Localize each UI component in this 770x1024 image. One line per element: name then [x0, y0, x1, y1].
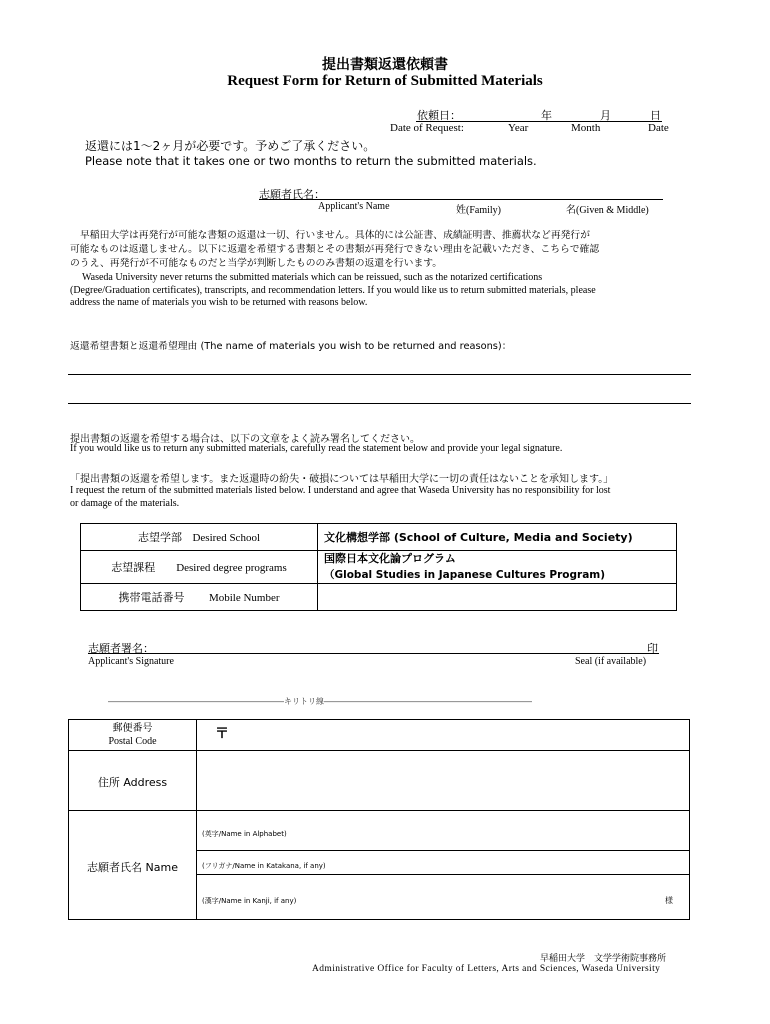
footer-en: Administrative Office for Faculty of Letters, Arts and Sciences, Waseda University [312, 964, 661, 974]
policy-jp-line: 可能なものは返還しません。以下に返還を希望する書類とその書類が再発行できない理由を記載いただき、こちらで確認 [70, 244, 600, 255]
table-row [81, 551, 677, 584]
date-label-jp: 依頼日： [417, 109, 461, 122]
policy-en-line: Waseda University never returns the submitted materials which can be reissued, such as the notarized certifications [82, 272, 543, 283]
policy-en [70, 272, 710, 310]
title-en: Request Form for Return of Submitted Materials [227, 73, 543, 89]
address-label [69, 751, 197, 811]
materials-label: 返還希望書類と返還希望理由 (The name of materials you wish to be returned and reasons)： [70, 341, 512, 352]
desired-program-value[interactable] [318, 551, 677, 584]
postal-code-field[interactable] [197, 720, 690, 751]
given-name-label: 名(Given & Middle) [566, 205, 649, 216]
policy-jp-line: のうえ、再発行が不可能なものだと当学が判断したもののみ書類の返還を行います。 [70, 258, 443, 269]
policy-en-line: address the name of materials you wish to be returned with reasons below. [70, 297, 368, 308]
materials-line-2[interactable] [68, 403, 691, 404]
footer-jp: 早稲田大学 文学学術院事務所 [540, 954, 667, 964]
desired-school-label [81, 524, 318, 551]
name-katakana-field[interactable] [197, 851, 690, 875]
label-jp: 志望学部 [137, 531, 182, 544]
name-label-text: 志願者氏名 Name [87, 860, 178, 874]
label-en: Desired degree programs [176, 562, 287, 574]
instruction-jp: 提出書類の返還を希望する場合は、以下の文章をよく読み署名してください。 [70, 434, 420, 445]
family-name-label: 姓(Family) [456, 205, 501, 216]
info-table [80, 523, 677, 611]
seal-mark-jp: 印 [647, 642, 658, 655]
address-field[interactable] [197, 751, 690, 811]
postal-label-en: Postal Code [108, 736, 157, 747]
address-table [68, 719, 690, 920]
name-alphabet-hint: (英字/Name in Alphabet) [202, 830, 287, 838]
table-row [69, 751, 690, 811]
name-kanji-hint: (漢字/Name in Kanji, if any) [202, 896, 297, 905]
notice-en: Please note that it takes one or two months to return the submitted materials. [85, 154, 537, 168]
signature-line[interactable] [88, 653, 659, 654]
table-row [69, 720, 690, 751]
applicant-name-label-en: Applicant's Name [318, 201, 390, 212]
year-label-en: Year [508, 122, 529, 134]
statement-jp: 「提出書類の返還を希望します。また返還時の紛失・破損については早稲田大学に一切の責任はないことを承知します。」 [70, 474, 614, 485]
address-label-text: 住所 Address [97, 776, 168, 789]
cut-line: ――――――――――――――――――――――キリトリ線―――――――――――――――――――――――――― [108, 697, 532, 706]
table-row [69, 811, 690, 851]
value-line: 文化構想学部 (School of Culture, Media and Society) [324, 531, 633, 544]
statement-en-line: or damage of the materials. [70, 498, 180, 509]
materials-line-1[interactable] [68, 374, 691, 375]
desired-program-label [81, 551, 318, 584]
day-label-en: Date [648, 122, 669, 134]
table-row [81, 584, 677, 611]
signature-label-jp: 志願者署名： [88, 642, 154, 655]
label-en: Mobile Number [208, 592, 280, 604]
label-en: Desired School [192, 532, 260, 544]
label-jp: 志望課程 [111, 561, 156, 574]
statement-en-line: I request the return of the submitted materials listed below. I understand and agree that Waseda University has no responsibility for lost [70, 485, 611, 496]
notice-jp: 返還には1〜2ヶ月が必要です。予めご了承ください。 [85, 139, 376, 153]
label-jp: 携帯電話番号 [118, 591, 185, 604]
statement-en [70, 484, 710, 510]
seal-label-en: Seal (if available) [575, 656, 647, 667]
mobile-number-label [81, 584, 318, 611]
honorific: 様 [665, 895, 673, 905]
table-row [81, 524, 677, 551]
postal-code-label [69, 720, 197, 751]
title-jp: 提出書類返還依頼書 [322, 57, 448, 73]
honorific-cell [649, 875, 690, 920]
applicant-name-label-jp: 志願者氏名： [259, 188, 325, 201]
postal-mark-icon: 〒 [215, 726, 229, 742]
value-line: （Global Studies in Japanese Cultures Program) [324, 569, 606, 581]
mobile-number-value[interactable] [318, 584, 677, 611]
date-label-en: Date of Request: [390, 122, 464, 134]
month-label-jp: 月 [600, 109, 611, 122]
policy-jp-line: 早稲田大学は再発行が可能な書類の返還は一切、行いません。具体的には公証書、成績証明書、推薦状など再発行が [80, 230, 591, 241]
desired-school-value[interactable] [318, 524, 677, 551]
value-line: 国際日本文化論プログラム [324, 552, 456, 565]
name-katakana-hint: (フリガナ/Name in Katakana, if any) [202, 862, 326, 870]
year-label-jp: 年 [541, 109, 552, 122]
day-label-jp: 日 [650, 109, 661, 122]
signature-label-en: Applicant's Signature [88, 656, 174, 667]
name-alphabet-field[interactable] [197, 811, 690, 851]
applicant-name-line[interactable] [259, 199, 663, 200]
name-kanji-field[interactable] [197, 875, 650, 920]
policy-en-line: (Degree/Graduation certificates), transcripts, and recommendation letters. If you would like us to return submitted materials, please [70, 284, 596, 296]
policy-jp [70, 229, 710, 271]
month-label-en: Month [571, 122, 601, 134]
name-label [69, 811, 197, 920]
postal-label-jp: 郵便番号 [112, 723, 153, 734]
instruction-en: If you would like us to return any submitted materials, carefully read the statement below and provide your legal signature. [70, 443, 563, 454]
